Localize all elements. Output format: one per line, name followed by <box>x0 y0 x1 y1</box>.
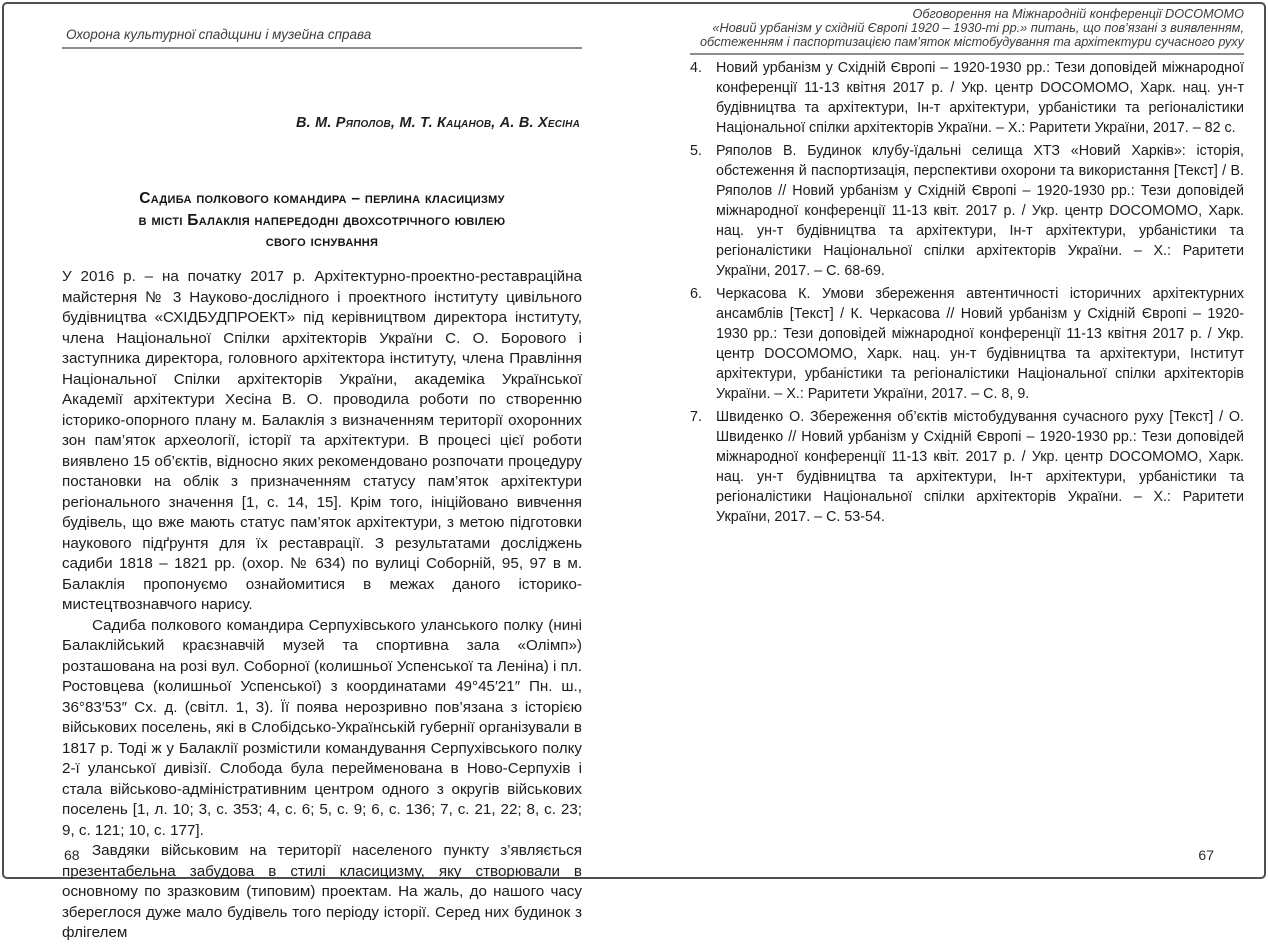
reference-item <box>690 58 1244 138</box>
right-running-header-line: «Новий урбанізм у східній Європі 1920 – 1930-ті рр.» питань, що пов’язані з виявленням, <box>712 21 1244 36</box>
reference-number: 6. <box>690 286 702 302</box>
article-paragraph: Садиба полкового командира Серпухівського уланського полку (нині Балаклійський краєзнавчій музей та спортивна зала «Олімп») розташована на розі вул. Соборної (колишньої Успенської та Леніна) і пл. Ростовцева (колишньої Успенської) з координатами 49°45′21″ Пн. ш., 36°83′53″ Сх. д. (світл. 1, 3). Її поява нерозривно пов’язана з історією військових поселень, які в Слобідсько-Українській губернії організували в 1817 р. Тоді ж у Балаклії розмістили командування Серпухівського полку 2-ї уланської дивізії. Слобода була перейменована в Ново-Серпухів і стала військово-адміністративним центром одного з округів військових поселень [1, л. 10; 3, с. 353; 4, с. 6; 5, с. 9; 6, с. 136; 7, с. 21, 22; 8, с. 23; 9, с. 121; 10, с. 177]. <box>62 616 582 839</box>
reference-text: Ряполов В. Будинок клубу-їдальні селища ХТЗ «Новий Харків»: історія, обстеження й паспортизація, перспективи охорони та використання [Текст] / В. Ряполов // Новий урбанізм у Східній Європі – 1920-1930 рр.: Тези доповідей міжнародної конференції 11-13 квіт. 2017 р. / Укр. центр DOCOMOMO, Харк. нац. ун-т будівництва та архітектури, Ін-т архітектури, урбаністики та регіоналістики Національної спілки архітекторів України. – Х.: Раритети України, 2017. – С. 68-69. <box>716 143 1244 279</box>
article-paragraph: У 2016 р. – на початку 2017 р. Архітектурно-проектно-реставраційна майстерня № 3 Науково-дослідного і проектного інституту цивільного будівництва «СХІДБУДПРОЕКТ» під керівництвом директора інституту, члена Національної Спілки архітекторів України С. О. Борового і заступника директора, головного архітектора інституту, члена Правління Національної Спілки архітекторів України, академіка Української Академії архітектури Хесіна В. О. проводила роботи по створенню історико-опорного плану м. Балаклія з визначенням території охоронних зон пам’яток археології, історії та архітектури. В процесі цієї роботи виявлено 15 об’єктів, відносно яких рекомендовано розпочати процедуру постановки на облік з призначенням статусу пам’яток архітектури регіонального значення [1, с. 14, 15]. Крім того, ініційовано вивчення будівель, що вже мають статус пам’яток архітектури, з метою підготовки наукового підґрунтя для їх реставрації. З результатами досліджень садиби 1818 – 1821 рр. (охор. № 634) по вулиці Соборній, 95, 97 в м. Балаклія пропонуємо ознайомитися в межах даного історико-мистецтвознавчого нарису. <box>62 268 582 613</box>
left-page-number: 68 <box>64 847 80 863</box>
article-title-line: свого існування <box>265 233 379 250</box>
reference-item <box>690 407 1244 527</box>
reference-number: 4. <box>690 60 702 76</box>
article-title-line: Садиба полкового командира – перлина класицизму <box>139 190 505 207</box>
article-body <box>62 267 582 944</box>
article-paragraph: Завдяки військовим на території населеного пункту з’являється презентабельна забудова в стилі класицизму, яку створювали в основному по зразковим (типовим) проектам. На жаль, до нашого часу збереглося дуже мало будівель того періоду історії. Серед них будинок з флігелем <box>62 842 582 941</box>
right-running-header <box>690 7 1244 55</box>
reference-number: 7. <box>690 409 702 425</box>
reference-number: 5. <box>690 143 702 159</box>
reference-item <box>690 284 1244 404</box>
right-running-header-line: обстеженням і паспортизацією пам’яток містобудування та архітектури сучасного руху <box>699 35 1244 50</box>
article-title-line: в місті Балаклія напередодні двохсотрічного ювілею <box>138 211 506 229</box>
references-list <box>690 58 1244 530</box>
article-title <box>62 188 582 253</box>
book-spread <box>2 2 1266 941</box>
reference-text: Швиденко О. Збереження об’єктів містобудування сучасного руху [Текст] / О. Швиденко // Новий урбанізм у Східній Європі – 1920-1930 рр.: Тези доповідей міжнародної конференції 11-13 квіт. 2017 р. / Укр. центр DOCOMOMO, Харк. нац. ун-т будівництва та архітектури, Ін-т архітектури, урбаністики та регіоналістики Національної спілки архітекторів України. – Х.: Раритети України, 2017. – С. 53-54. <box>716 409 1244 525</box>
left-running-header-text: Охорона культурної спадщини і музейна справа <box>66 27 372 42</box>
reference-text: Новий урбанізм у Східній Європі – 1920-1930 рр.: Тези доповідей міжнародної конференції 11-13 квітня 2017 р. / Укр. центр DOCOMOMO, Харк. нац. ун-т будівництва та архітектури, Ін-т архітектури, урбаністики та регіоналістики Національної спілки архітекторів України. – Х.: Раритети України, 2017. – 82 с. <box>716 60 1244 136</box>
authors-line: В. М. Ряполов, М. Т. Кацанов, А. В. Хесіна <box>295 115 580 131</box>
right-running-header-line: Обговорення на Міжнародній конференції DOCOMOMO <box>912 7 1244 21</box>
reference-text: Черкасова К. Умови збереження автентичності історичних архітектурних ансамблів [Текст] / К. Черкасова // Новий урбанізм у Східній Європі – 1920-1930 рр.: Тези доповідей міжнародної конференції 11-13 квітня 2017 р. / Укр. центр DOCOMOMO, Харк. нац. ун-т будівництва та архітектури, Інститут архітектури, урбаністики та регіоналістики Національної спілки архітекторів України. – Х.: Раритети України, 2017. – С. 8, 9. <box>716 286 1244 402</box>
reference-item <box>690 141 1244 281</box>
right-page-number: 67 <box>1198 847 1214 863</box>
left-page <box>62 4 582 941</box>
left-running-header <box>62 27 582 49</box>
right-page <box>690 4 1244 877</box>
